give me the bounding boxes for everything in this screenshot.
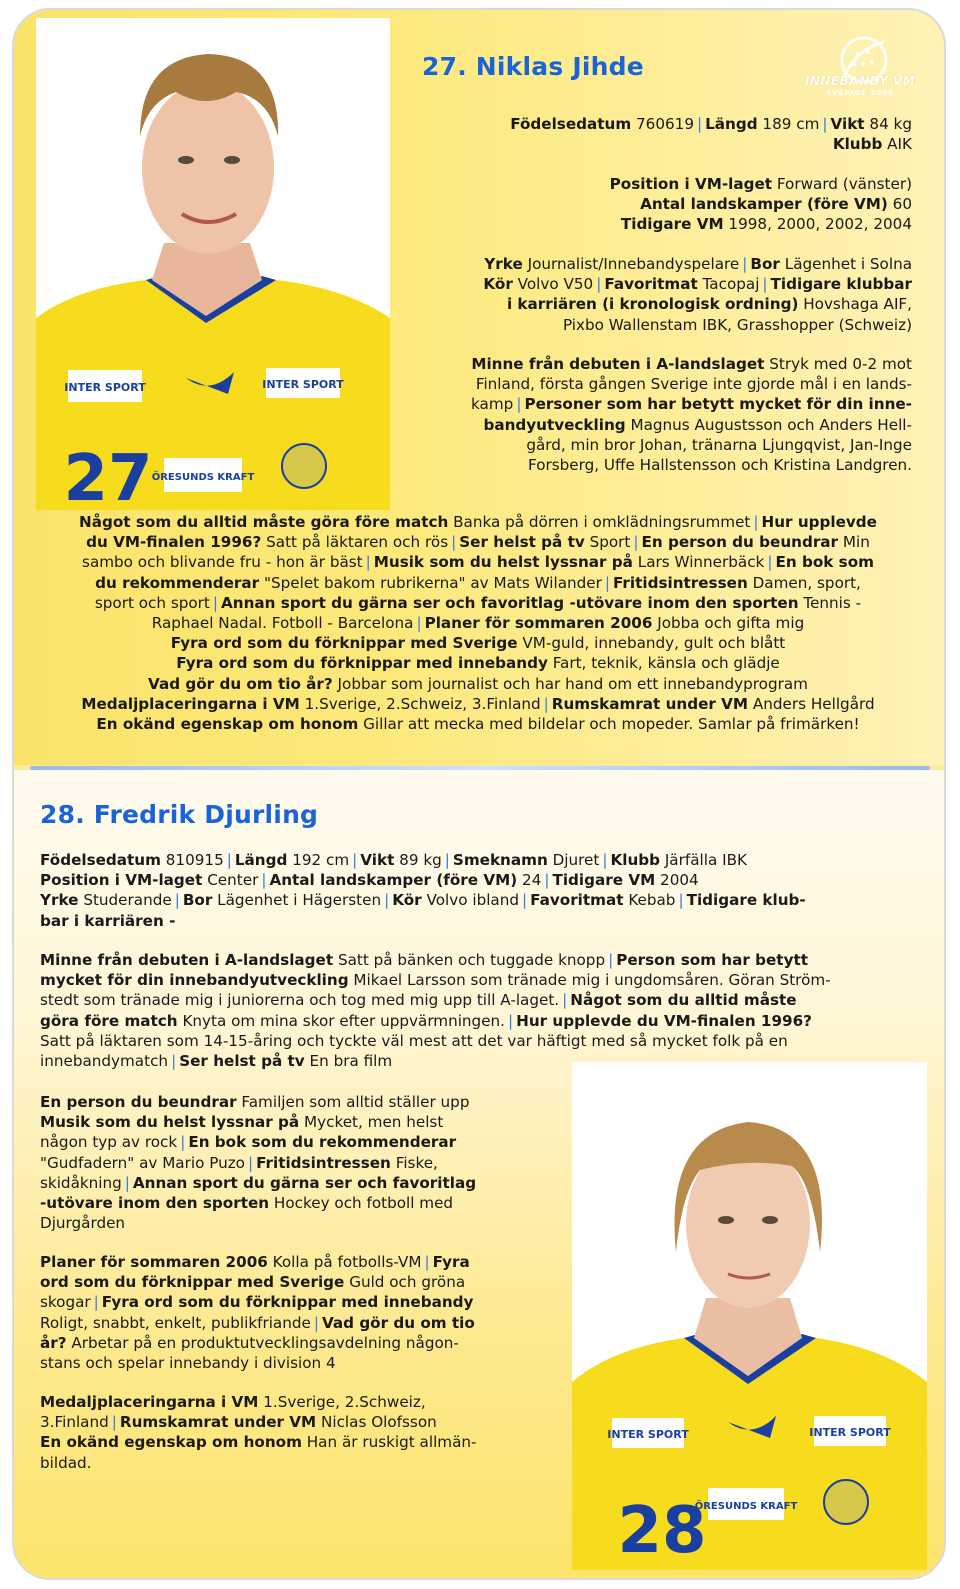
player-27-personal [394,254,912,335]
field-label: Vad gör du om tio år? [148,674,333,693]
field-label: Födelsedatum [40,851,161,869]
field-label: Fritidsintressen [613,573,748,592]
separator: | [424,1253,430,1271]
field-value: Lägenhet i Solna [784,255,912,273]
field-value: 89 kg [399,851,442,869]
separator: | [111,1413,117,1432]
field-value: 2004 [660,871,699,890]
field-value: 810915 [165,851,224,869]
field-value: 1998, 2000, 2002, 2004 [728,215,912,234]
text-line [40,1132,560,1152]
field-label: Klubb [610,851,660,869]
field-value: Satt på bänken och tuggade knopp [337,951,606,969]
field-value: Magnus Augustsson och Anders Hell- [630,415,912,434]
field-label: bar i karriären - [40,911,176,930]
player-28-photo [572,1062,927,1570]
field-label: Minne från debuten i A-landslaget [40,951,334,969]
field-value: Järfälla IBK [664,851,747,869]
field-label: Tidigare klub- [686,891,806,910]
field-value: Raphael Nadal. Fotboll - Barcelona [151,614,414,633]
text-line [40,1272,560,1292]
field-value: stedt som tränade mig i juniorerna och tog med mig upp till A-laget. [40,991,560,1010]
separator: | [180,1133,186,1152]
separator: | [596,275,602,294]
field-value: Guld och gröna [349,1273,466,1292]
text-line [40,1392,560,1412]
field-label: -utövare inom den sporten [40,1194,270,1213]
text-line [22,512,934,532]
separator: | [562,991,568,1010]
field-value: Kolla på fotbolls-VM [272,1253,422,1271]
separator: | [762,275,768,294]
text-line [394,394,912,414]
text-line [394,315,912,335]
field-value: Volvo ibland [426,891,519,910]
separator: | [696,115,703,133]
field-label: Annan sport du gärna ser och favoritlag -utövare inom den sporten [221,593,799,612]
player-28-facts [40,850,940,931]
field-value: 24 [522,871,542,890]
field-value: gård, min bror Johan, tränarna Ljungqvist, Jan-Inge [526,435,912,454]
field-label: Fyra ord som du förknippar med innebandy [101,1293,474,1312]
field-value: AIK [887,135,912,154]
field-label: Klubb [832,135,883,154]
field-label: Planer för sommaren 2006 [424,614,653,633]
text-line [22,532,934,552]
field-value: Lägenhet i Hägersten [217,891,382,910]
separator: | [544,871,550,890]
field-value: Satt på läktaren och rös [266,533,449,552]
field-label: Tidigare VM [552,871,656,890]
federation-badge-icon [282,444,326,488]
text-line [40,890,940,910]
field-value: Anders Hellgård [752,694,875,713]
field-label: Hur upplevde du VM-finalen 1996? [516,1011,812,1030]
field-label: Tidigare klubbar [770,275,912,294]
field-label: Fyra [432,1253,470,1271]
field-value: skidåkning [40,1173,122,1192]
text-line [40,1092,560,1112]
text-line [40,1453,560,1473]
field-value: Studerande [83,891,172,910]
field-label: Födelsedatum [510,115,632,133]
field-label: Annan sport du gärna ser och favoritlag [132,1173,477,1192]
field-value: 189 cm [762,115,820,133]
section-divider [30,766,930,770]
text-line [40,1333,560,1353]
separator: | [313,1313,319,1332]
separator: | [451,533,457,552]
text-line [40,1173,560,1193]
separator: | [384,891,390,910]
field-label: Kör [483,275,513,294]
separator: | [516,395,522,414]
separator: | [822,115,828,133]
field-value: någon typ av rock [40,1133,178,1152]
field-label: Medaljplaceringarna i VM [40,1393,259,1411]
text-line [40,1432,560,1452]
separator: | [352,851,358,869]
separator: | [522,891,528,910]
field-label: Längd [705,115,758,133]
field-label: Rumskamrat under VM [119,1413,317,1432]
field-label: Vikt [360,851,395,869]
field-label: i karriären (i kronologisk ordning) [506,295,799,314]
text-line [22,694,934,714]
field-value: 192 cm [292,851,350,869]
field-label: Bor [182,891,213,910]
field-value: Kebab [628,891,676,910]
text-line [40,1011,940,1031]
field-label: Vad gör du om tio [321,1313,475,1332]
field-label: Position i VM-laget [609,175,773,193]
field-label: Hur upplevde [761,513,877,531]
field-value: Banka på dörren i omklädningsrummet [453,513,751,531]
text-line [22,552,934,572]
text-line [40,950,940,970]
text-line [40,1112,560,1132]
text-line [394,214,912,234]
separator: | [508,1011,514,1030]
separator: | [602,851,608,869]
logo-name: INNEBANDY VM [804,74,916,88]
field-value: Hovshaga AIF, [803,295,912,314]
field-label: Favoritmat [530,891,624,910]
text-line [40,850,940,870]
field-value: "Gudfadern" av Mario Puzo [40,1153,245,1172]
player-28-debut [40,950,940,1071]
text-line [394,254,912,274]
text-line [22,573,934,593]
field-label: bandyutveckling [483,415,626,434]
player-27-photo [36,18,390,510]
field-value: Stryk med 0-2 mot [769,355,912,373]
separator: | [742,255,748,273]
field-value: Damen, sport, [752,573,861,592]
field-label: mycket för din innebandyutveckling [40,971,349,990]
player-27-facts [394,114,912,154]
field-value: Mycket, men helst [304,1113,444,1132]
jersey-sponsor-1: INTER SPORT [607,1428,689,1441]
text-line [40,911,940,931]
field-label: Bor [750,255,780,273]
text-line [394,354,912,374]
field-label: Tidigare VM [620,215,724,234]
field-value: Fart, teknik, känsla och glädje [552,654,780,673]
separator: | [124,1173,130,1192]
player-28-medals [40,1392,560,1473]
separator: | [604,573,611,592]
field-value: sport och sport [94,593,210,612]
text-line [40,1252,560,1272]
field-label: Yrke [40,891,79,910]
text-line [22,714,934,734]
text-line [40,1213,560,1233]
field-value: "Spelet bakom rubrikerna" av Mats Wilander [264,573,602,592]
field-value: Forsberg, Uffe Hallstensson och Kristina Landgren. [528,456,912,475]
text-line [22,674,934,694]
field-label: Planer för sommaren 2006 [40,1253,268,1271]
field-label: Vikt [830,115,865,133]
field-value: Knyta om mina skor efter uppvärmningen. [182,1011,505,1030]
player-27-career [394,174,912,235]
player-28-interests [40,1092,560,1233]
jersey-number: 28 [617,1494,707,1568]
field-label: Ser helst på tv [459,533,585,552]
field-label: Musik som du helst lyssnar på [373,553,633,572]
field-value: Satt på läktaren som 14-15-åring och tyckte väl mest att det var häftigt med så mycket folk på en [40,1031,788,1050]
field-value: Sport [589,533,631,552]
field-label: du VM-finalen 1996? [86,533,262,552]
field-value: Lars Winnerbäck [637,553,765,572]
field-label: Yrke [484,255,523,273]
text-line [40,970,940,990]
federation-badge-icon [824,1480,868,1524]
text-line [40,1412,560,1432]
field-value: Min [842,533,870,552]
field-value: Mikael Larsson som tränade mig i ungdomsåren. Göran Ström- [353,971,831,990]
separator: | [416,614,422,633]
field-value: skogar [40,1293,91,1312]
text-line [394,134,912,154]
field-value: kamp [471,395,514,414]
field-value: Arbetar på en produktutvecklingsavdelning någon- [71,1333,459,1352]
jersey-sponsor-2: ÖRESUNDS KRAFT [694,1501,798,1512]
field-label: år? [40,1333,67,1352]
field-label: Position i VM-laget [40,871,203,890]
field-value: Finland, första gången Sverige inte gjorde mål i en lands- [475,375,912,394]
field-value: 1.Sverige, 2.Schweiz, [263,1393,426,1411]
field-value: Center [207,871,259,890]
text-line [394,274,912,294]
field-label: Fyra ord som du förknippar med innebandy [176,654,548,673]
field-value: innebandymatch [40,1052,169,1071]
jersey-sponsor-1b: INTER SPORT [809,1426,891,1439]
field-label: Kör [392,891,422,910]
page-frame [12,8,946,1580]
field-label: En bok som [775,553,874,572]
logo-subtitle: SVERIGE 2006 [826,89,894,97]
separator: | [608,951,614,969]
field-value: Roligt, snabbt, enkelt, publikfriande [40,1313,311,1332]
field-value: 760619 [636,115,694,133]
separator: | [678,891,684,910]
field-value: 84 kg [869,115,912,133]
field-value: Tacopaj [702,275,760,294]
separator: | [226,851,232,869]
field-label: Favoritmat [604,275,698,294]
text-line [394,435,912,455]
jersey-number: 27 [63,442,153,510]
field-value: Gillar att mecka med bildelar och mopeder. Samlar på frimärken! [363,715,860,734]
separator: | [365,553,371,572]
text-line [22,593,934,613]
field-value: Hockey och fotboll med [273,1194,454,1213]
field-value: Jobba och gifta mig [657,614,805,633]
field-value: Pixbo Wallenstam IBK, Grasshopper (Schweiz) [562,315,912,334]
field-label: En person du beundrar [40,1093,237,1111]
field-value: Forward (vänster) [776,175,912,193]
field-label: Ser helst på tv [179,1052,305,1071]
separator: | [767,553,773,572]
field-value: Djuret [552,851,600,869]
player-27-qa [22,512,934,734]
field-label: En okänd egenskap om honom [40,1433,302,1452]
text-line [394,194,912,214]
field-label: En okänd egenskap om honom [96,715,359,734]
jersey-sponsor-2: ÖRESUNDS KRAFT [151,472,255,483]
field-label: Något som du alltid måste [570,991,797,1010]
field-label: Smeknamn [452,851,548,869]
player-27-title: 27. Niklas Jihde [422,52,644,81]
field-value: Djurgården [40,1214,126,1233]
field-label: Fritidsintressen [256,1153,391,1172]
separator: | [93,1293,99,1312]
field-value: Jobbar som journalist och har hand om ett innebandyprogram [337,674,808,693]
text-line [40,1031,940,1051]
field-label: En person du beundrar [641,533,839,552]
separator: | [261,871,267,890]
field-value: VM-guld, innebandy, gult och blått [522,634,786,653]
text-line [40,1313,560,1333]
field-value: 1.Sverige, 2.Schweiz, 3.Finland [304,694,541,713]
player-28-plans [40,1252,560,1373]
field-label: En bok som du rekommenderar [188,1133,457,1152]
field-value: stans och spelar innebandy i division 4 [40,1354,336,1373]
field-value: Volvo V50 [517,275,594,294]
field-label: du rekommenderar [95,573,260,592]
separator: | [444,851,450,869]
field-value: Han är ruskigt allmän- [306,1433,477,1452]
field-label: Rumskamrat under VM [551,694,749,713]
text-line [394,294,912,314]
separator: | [247,1153,254,1172]
field-label: Antal landskamper (före VM) [640,195,888,214]
field-label: Person som har betytt [616,951,808,969]
text-line [22,633,934,653]
text-line [394,174,912,194]
field-label: Musik som du helst lyssnar på [40,1113,300,1132]
text-line [40,1153,560,1173]
text-line [394,114,912,134]
field-value: 60 [892,195,912,214]
field-value: Tennis - [803,593,862,612]
field-value: Fiske, [395,1153,438,1172]
jersey-sponsor-1: INTER SPORT [64,381,146,394]
field-value: Journalist/Innebandyspelare [527,255,740,273]
field-label: göra före match [40,1011,178,1030]
separator: | [171,1052,177,1071]
text-line [394,455,912,475]
field-label: Personer som har betytt mycket för din inne- [524,395,912,414]
field-label: Minne från debuten i A-landslaget [471,355,765,373]
separator: | [174,891,180,910]
field-value: Niclas Olofsson [321,1413,437,1432]
jersey-sponsor-1b: INTER SPORT [262,378,344,391]
field-label: Medaljplaceringarna i VM [81,694,300,713]
separator: | [753,513,759,531]
field-value: bildad. [40,1453,92,1472]
field-label: Fyra ord som du förknippar med Sverige [170,634,518,653]
field-value: En bra film [309,1052,393,1071]
separator: | [212,593,219,612]
field-value: sambo och blivande fru - hon är bäst [82,553,363,572]
text-line [394,374,912,394]
separator: | [633,533,639,552]
field-label: ord som du förknippar med Sverige [40,1273,345,1292]
field-value: 3.Finland [40,1413,109,1432]
text-line [40,870,940,890]
text-line [394,415,912,435]
player-28-title: 28. Fredrik Djurling [40,800,319,829]
text-line [22,653,934,673]
text-line [40,990,940,1010]
separator: | [543,694,549,713]
text-line [40,1193,560,1213]
field-value: Familjen som alltid ställer upp [241,1093,470,1111]
field-label: Antal landskamper (före VM) [269,871,518,890]
text-line [40,1353,560,1373]
text-line [40,1292,560,1312]
field-label: Något som du alltid måste göra före match [79,513,449,531]
text-line [22,613,934,633]
field-label: Längd [234,851,288,869]
player-27-debut [394,354,912,475]
